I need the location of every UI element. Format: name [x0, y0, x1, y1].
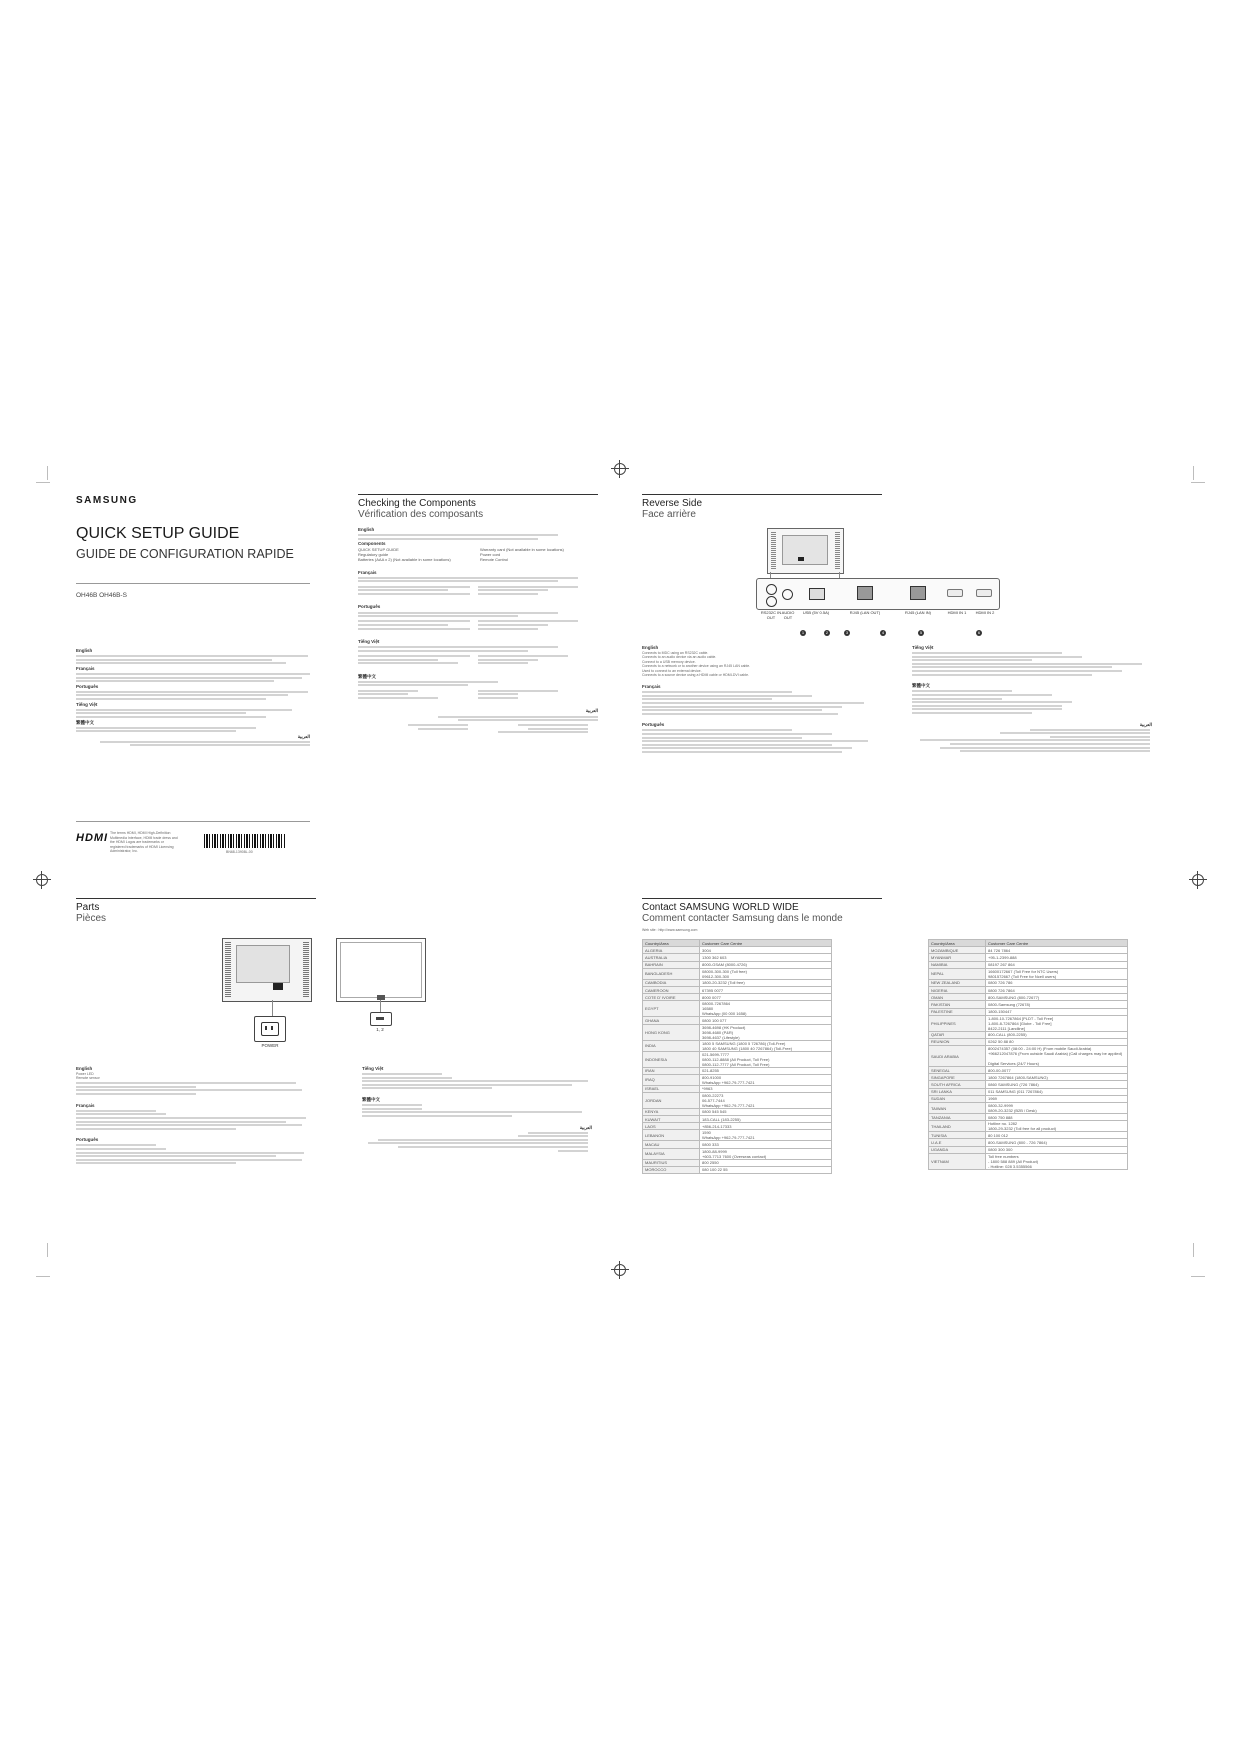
reverse-desc: Connects to an audio device via an audio cable. — [642, 655, 717, 660]
care-centre-cell: 1300 362 603 — [700, 954, 832, 961]
care-centre-cell: 800-SAMSUNG (800-72677) — [986, 994, 1128, 1001]
port-label: RS232C IN OUT — [760, 610, 782, 620]
lang-label: Português — [76, 1137, 99, 1143]
care-centre-cell: +856-214-17333 — [700, 1123, 832, 1130]
column-header: Country/Area — [643, 940, 700, 947]
samsung-logo: SAMSUNG — [76, 495, 138, 506]
components-heading: Components — [358, 541, 386, 547]
table-row — [643, 961, 832, 968]
care-centre-cell: 0860 SAMSUNG (726 7864) — [986, 1081, 1128, 1088]
monitor-front-image — [336, 938, 426, 1002]
table-row — [929, 968, 1128, 979]
lang-label: Français — [76, 1102, 95, 1108]
country-cell: AUSTRALIA — [643, 954, 700, 961]
lan-out-port — [857, 586, 873, 600]
country-cell: MAURITIUS — [643, 1159, 700, 1166]
care-centre-cell: 1800-150447 — [986, 1008, 1128, 1015]
column-header: Customer Care Centre — [700, 940, 832, 947]
table-row — [643, 979, 832, 986]
power-socket-zoom — [254, 1016, 286, 1042]
part-item: Power LED — [76, 1071, 94, 1076]
hdmi-in-2-port — [976, 589, 992, 597]
port-label: RJ45 (LAN IN) — [904, 610, 931, 615]
table-row — [643, 1166, 832, 1173]
table-row — [643, 1017, 832, 1024]
country-cell: UGANDA — [929, 1146, 986, 1153]
care-centre-cell: 0800 300 300 — [986, 1146, 1128, 1153]
barcode — [204, 834, 286, 848]
section-title: Contact SAMSUNG WORLD WIDE — [642, 902, 799, 913]
component-item: Warranty card (Not available in some locations) — [480, 546, 564, 552]
country-cell: CAMBODIA — [643, 979, 700, 986]
care-centre-cell: *9963 — [700, 1085, 832, 1092]
reverse-desc: Connects to a network or to another device using an RJ45 LAN cable. — [642, 664, 751, 669]
section-subtitle: Vérification des composants — [358, 509, 484, 520]
lang-label: Português — [76, 683, 99, 689]
care-centre-cell: 1800-20-3232 (Toll free) — [700, 979, 832, 986]
registration-mark — [614, 1264, 626, 1276]
care-centre-cell: 1-800-10-7267864 [PLDT - Toll Free] 1-800-8-7267864 [Globe - Toll Free] 8422-2111 [Landline] — [986, 1015, 1128, 1031]
parts-panel — [76, 898, 598, 1248]
table-row — [929, 1095, 1128, 1102]
lang-label: 繁體中文 — [76, 719, 94, 725]
hdmi-logo: HDMI — [76, 832, 109, 844]
section-subtitle: Face arrière — [642, 509, 696, 520]
lang-label: Français — [642, 684, 661, 690]
table-row — [929, 1153, 1128, 1169]
lang-label: English — [358, 527, 375, 532]
country-cell: KUWAIT — [643, 1116, 700, 1123]
care-centre-cell: 3004 — [700, 947, 832, 954]
table-row — [643, 1123, 832, 1130]
care-centre-cell: 183-CALL (183-2255) — [700, 1116, 832, 1123]
table-row — [929, 1081, 1128, 1088]
country-cell: INDONESIA — [643, 1051, 700, 1067]
table-row — [929, 1103, 1128, 1114]
care-centre-cell: +95-1-2399-888 — [986, 954, 1128, 961]
care-centre-cell: 84 726 7864 — [986, 947, 1128, 954]
care-centre-cell: 0800 726 786 — [986, 979, 1128, 986]
audio-out-jack — [782, 589, 793, 600]
reverse-desc: Connects to MDC using an RS232C cable. — [642, 650, 709, 655]
table-row — [643, 1051, 832, 1067]
section-title: Parts — [76, 902, 100, 913]
crop-mark — [1193, 1243, 1194, 1257]
country-cell: JORDAN — [643, 1092, 700, 1108]
country-cell: SUDAN — [929, 1095, 986, 1102]
country-cell: SAUDI ARABIA — [929, 1046, 986, 1067]
crop-mark — [1191, 482, 1205, 483]
country-cell: ALGERIA — [643, 947, 700, 954]
country-cell: VIETNAM — [929, 1153, 986, 1169]
country-cell: NIGERIA — [929, 986, 986, 993]
care-centre-cell: 8000-GSAM (8000-4726) — [700, 961, 832, 968]
rear-view-thumbnail — [767, 528, 844, 574]
lang-label: 繁體中文 — [362, 1097, 380, 1103]
table-row — [643, 1001, 832, 1017]
country-cell: LEBANON — [643, 1130, 700, 1141]
country-cell: PHILIPPINES — [929, 1015, 986, 1031]
port-label: AUDIO OUT — [781, 610, 795, 620]
care-centre-cell: 800 2550 — [700, 1159, 832, 1166]
care-centre-cell: 0800 726 7864 — [986, 986, 1128, 993]
table-row — [929, 1031, 1128, 1038]
power-label: POWER — [261, 1043, 279, 1048]
section-title: Checking the Components — [358, 498, 476, 509]
crop-mark — [36, 482, 50, 483]
table-row — [643, 1159, 832, 1166]
country-cell: SOUTH AFRICA — [929, 1081, 986, 1088]
care-centre-cell: 0800 100 077 — [700, 1017, 832, 1024]
care-centre-cell: 1590 WhatsApp +962-79-777-7421 — [700, 1130, 832, 1141]
crop-mark — [47, 466, 48, 480]
crop-mark — [47, 1243, 48, 1257]
care-centre-cell: 08197 267 864 — [986, 961, 1128, 968]
table-row — [929, 1146, 1128, 1153]
sensor-callout: 1, 2 — [376, 1027, 384, 1032]
country-cell: PAKISTAN — [929, 1001, 986, 1008]
care-centre-cell: 011 SAMSUNG (011 7267864) — [986, 1088, 1128, 1095]
callout-number: 4 — [881, 630, 885, 635]
callout-number: 5 — [919, 630, 923, 635]
contacts-table-right — [928, 939, 1128, 1170]
care-centre-cell: 0800-22273 06-577-7444 WhatsApp +962-79-777-7421 — [700, 1092, 832, 1108]
care-centre-cell: 800-91000 WhatsApp +962-79-777-7421 — [700, 1074, 832, 1085]
country-cell: MOZAMBIQUE — [929, 947, 986, 954]
part-item: Remote sensor — [76, 1076, 100, 1081]
component-item: Regulatory guide — [358, 551, 389, 557]
cover-subtitle: GUIDE DE CONFIGURATION RAPIDE — [76, 547, 294, 561]
country-cell: REUNION — [929, 1038, 986, 1045]
component-item: Batteries (AAA x 2) (Not available in some locations) — [358, 556, 451, 562]
care-centre-cell: 1800 5 SAMSUNG (1800 5 726786) (Toll-Free) 1800 40 SAMSUNG (1800 40 7267864) (Toll-Free) — [700, 1040, 832, 1051]
crop-mark — [1191, 1276, 1205, 1277]
country-cell: NAMIBIA — [929, 961, 986, 968]
country-cell: CAMEROON — [643, 986, 700, 993]
care-centre-cell: 8000 0077 — [700, 994, 832, 1001]
country-cell: SENEGAL — [929, 1067, 986, 1074]
country-cell: TANZANIA — [929, 1114, 986, 1121]
care-centre-cell: 08000-300-300 (Toll free) 09612-300-300 — [700, 968, 832, 979]
country-cell: LAOS — [643, 1123, 700, 1130]
table-row — [929, 1008, 1128, 1015]
country-cell: HONG KONG — [643, 1024, 700, 1040]
registration-mark — [614, 463, 626, 475]
care-centre-cell: 800-00-0077 — [986, 1067, 1128, 1074]
section-subtitle: Pièces — [76, 913, 107, 924]
country-cell: COTE D' IVOIRE — [643, 994, 700, 1001]
lang-label: English — [76, 648, 93, 653]
crop-mark — [36, 1276, 50, 1277]
country-cell: TAIWAN — [929, 1103, 986, 1114]
section-subtitle: Comment contacter Samsung dans le monde — [642, 913, 843, 924]
lang-label: Tiếng Việt — [912, 645, 934, 650]
table-row — [643, 947, 832, 954]
lang-label: Tiếng Việt — [358, 639, 380, 645]
table-row — [643, 1116, 832, 1123]
checking-panel — [358, 495, 598, 900]
table-row — [929, 1067, 1128, 1074]
lang-label: English — [642, 645, 659, 650]
care-centre-cell: 16600172667 (Toll Free for NTC Users) 9801572667 (Toll Free for Ncell users) — [986, 968, 1128, 979]
table-row — [643, 1024, 832, 1040]
table-row — [643, 954, 832, 961]
country-cell: NEW ZEALAND — [929, 979, 986, 986]
lang-label: Tiếng Việt — [76, 701, 98, 707]
country-cell: MYANMAR — [929, 954, 986, 961]
callout-number: 2 — [825, 630, 829, 635]
lang-label: 繁體中文 — [912, 683, 930, 689]
care-centre-cell: 8002474357 (08:00 - 24:00 H) (From mobile Saudi Arabia) +966212047876 (From outside Saudi Arabia) (Call charges may be applied) Digital Services (24/7 Hours) — [986, 1046, 1128, 1067]
port-label: HDMI IN 2 — [975, 610, 995, 615]
table-row — [929, 1038, 1128, 1045]
barcode-text: BN68-13908L-00 — [226, 850, 253, 854]
care-centre-cell: 1800 7267864 (1800-SAMSUNG) — [986, 1074, 1128, 1081]
column-header: Customer Care Centre — [986, 940, 1128, 947]
care-centre-cell: 67395 0077 — [700, 986, 832, 993]
lang-label: English — [76, 1066, 93, 1071]
table-row — [643, 1085, 832, 1092]
reverse-panel — [642, 495, 1162, 900]
reverse-desc: Connects to a source device using a HDMI cable or HDMI-DVI cable. — [642, 673, 749, 678]
component-item: Power cord — [480, 551, 501, 557]
country-cell: U.A.E — [929, 1139, 986, 1146]
crop-mark — [1193, 466, 1194, 480]
audio-out-jack — [766, 596, 777, 607]
country-cell: IRAN — [643, 1067, 700, 1074]
table-row — [929, 954, 1128, 961]
care-centre-cell: 0800 333 — [700, 1141, 832, 1148]
country-cell: GHANA — [643, 1017, 700, 1024]
table-row — [929, 986, 1128, 993]
table-row — [643, 1092, 832, 1108]
country-cell: SRI LANKA — [929, 1088, 986, 1095]
country-cell: THAILAND — [929, 1121, 986, 1132]
care-centre-cell: 08000-7267864 16580 WhatsApp (00 000 1658) — [700, 1001, 832, 1017]
country-cell: TUNISIA — [929, 1132, 986, 1139]
care-centre-cell: 3698-4698 (HK Product) 3698-4680 (P&R) 3698-4637 (Lifestyle) — [700, 1024, 832, 1040]
table-row — [643, 994, 832, 1001]
care-centre-cell: 0262 50 88 80 — [986, 1038, 1128, 1045]
lang-label: العربية — [585, 708, 598, 714]
port-label: HDMI IN 1 — [947, 610, 967, 615]
country-cell: BANGLADESH — [643, 968, 700, 979]
table-row — [643, 968, 832, 979]
callout-number: 3 — [845, 630, 849, 635]
care-centre-cell: 080 100 22 55 — [700, 1166, 832, 1173]
country-cell: OMAN — [929, 994, 986, 1001]
section-title: Reverse Side — [642, 498, 703, 509]
care-centre-cell: 0800 750 888 — [986, 1114, 1128, 1121]
sensor-zoom — [370, 1012, 392, 1026]
care-centre-cell: 021-8255 — [700, 1067, 832, 1074]
country-cell: BAHRAIN — [643, 961, 700, 968]
table-row — [643, 1067, 832, 1074]
care-centre-cell: 800-CALL (800-2255) — [986, 1031, 1128, 1038]
component-item: QUICK SETUP GUIDE — [358, 546, 399, 552]
table-row — [929, 947, 1128, 954]
port-panel — [756, 578, 1000, 610]
table-row — [929, 1139, 1128, 1146]
lang-label: Português — [358, 604, 381, 610]
table-row — [929, 1074, 1128, 1081]
country-cell: IRAQ — [643, 1074, 700, 1085]
lang-label: Français — [76, 665, 95, 671]
table-row — [929, 1015, 1128, 1031]
care-centre-cell: Toll free numbers - 1800 588 889 (All Product) - Hotline: 028 3.5355566 — [986, 1153, 1128, 1169]
country-cell: EGYPT — [643, 1001, 700, 1017]
table-row — [929, 1132, 1128, 1139]
care-centre-cell: Hotline no. 1282 1800-29-3232 (Toll free for all product) — [986, 1121, 1128, 1132]
port-label: USB (5V 0.5A) — [802, 610, 830, 615]
hdmi-in-1-port — [947, 589, 963, 597]
country-cell: MOROCCO — [643, 1166, 700, 1173]
lan-in-port — [910, 586, 926, 600]
care-centre-cell: 800-SAMSUNG (800 - 726 7864) — [986, 1139, 1128, 1146]
lang-label: العربية — [1139, 721, 1152, 727]
table-row — [929, 1121, 1128, 1132]
table-row — [643, 1130, 832, 1141]
country-cell: INDIA — [643, 1040, 700, 1051]
lang-label: Tiếng Việt — [362, 1066, 384, 1071]
component-item: Remote Control — [480, 556, 509, 562]
country-cell: QATAR — [929, 1031, 986, 1038]
table-row — [643, 1108, 832, 1115]
care-centre-cell: 0800-32-9999 0809-20-3232 (B2B / Desk) — [986, 1103, 1128, 1114]
lang-label: Français — [358, 569, 377, 575]
lang-label: 繁體中文 — [358, 673, 376, 679]
care-centre-cell: 021-5699-7777 0800-112-8888 (All Product, Toll Free) 0800-112-7777 (All Product, Toll Free) — [700, 1051, 832, 1067]
table-row — [643, 1074, 832, 1085]
table-row — [643, 1141, 832, 1148]
table-row — [929, 979, 1128, 986]
care-centre-cell: 1969 — [986, 1095, 1128, 1102]
care-centre-cell: 1800-88-9999 +603-7713 7600 (Overseas contact) — [700, 1148, 832, 1159]
port-label: RJ45 (LAN OUT) — [849, 610, 881, 615]
reverse-desc: Connect to a USB memory device. — [642, 659, 696, 664]
table-row — [929, 961, 1128, 968]
cover-panel — [76, 495, 316, 900]
table-row — [643, 1040, 832, 1051]
country-cell: KENYA — [643, 1108, 700, 1115]
hdmi-notice: The terms HDMI, HDMI High-Definition Multimedia Interface, HDMI trade dress and the HDMI Logos are trademarks or registered trademarks of HDMI Licensing Administrator, Inc. — [110, 831, 178, 854]
table-row — [929, 1001, 1128, 1008]
country-cell: MACAU — [643, 1141, 700, 1148]
country-cell: SINGAPORE — [929, 1074, 986, 1081]
column-header: Country/Area — [929, 940, 986, 947]
cover-title: QUICK SETUP GUIDE — [76, 525, 240, 542]
table-row — [929, 994, 1128, 1001]
reverse-desc: Used to connect to an external device. — [642, 668, 702, 673]
registration-mark — [1192, 874, 1204, 886]
callout-number: 1 — [801, 630, 805, 635]
callout-number: 6 — [977, 630, 981, 635]
table-row — [929, 1046, 1128, 1067]
country-cell: PALESTINE — [929, 1008, 986, 1015]
rs232c-port — [766, 584, 777, 595]
country-cell: MALAYSIA — [643, 1148, 700, 1159]
table-row — [929, 1088, 1128, 1095]
care-centre-cell: 80 100 012 — [986, 1132, 1128, 1139]
usb-port — [809, 588, 825, 600]
care-centre-cell: 0800-Samsung (72678) — [986, 1001, 1128, 1008]
contacts-table-left — [642, 939, 832, 1174]
model-names: OH46B OH46B-S — [76, 592, 127, 599]
table-row — [929, 1114, 1128, 1121]
table-row — [643, 1148, 832, 1159]
table-row — [643, 986, 832, 993]
registration-mark — [36, 874, 48, 886]
country-cell: ISRAEL — [643, 1085, 700, 1092]
lang-label: Português — [642, 722, 665, 728]
care-centre-cell: 0800 545 545 — [700, 1108, 832, 1115]
website: Web site : http://www.samsung.com — [642, 928, 698, 932]
lang-label: العربية — [297, 733, 310, 739]
monitor-rear-image — [222, 938, 312, 1002]
lang-label: العربية — [579, 1124, 592, 1130]
country-cell: NEPAL — [929, 968, 986, 979]
